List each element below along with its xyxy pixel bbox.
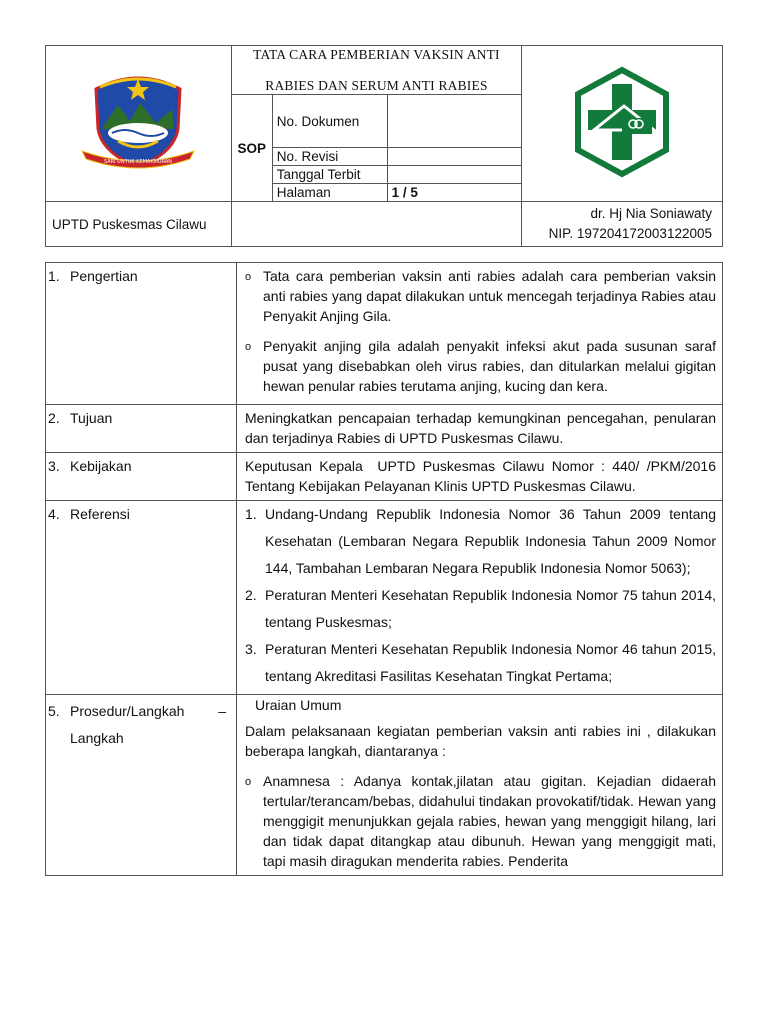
section-title: Pengertian xyxy=(70,268,138,284)
regency-emblem-cell xyxy=(46,46,232,202)
section-label xyxy=(46,453,237,501)
meta-value-tanggal-terbit xyxy=(387,166,522,184)
sop-body-table xyxy=(45,262,723,876)
reference-item xyxy=(245,636,716,690)
meta-label-halaman: Halaman xyxy=(272,184,387,202)
empty-middle-cell xyxy=(231,202,521,247)
meta-label-revisi: No. Revisi xyxy=(272,148,387,166)
section-number: 3. xyxy=(48,458,60,474)
bullet-text: Anamnesa : Adanya kontak,jilatan atau gigitan. Kejadian didaerah tertular/terancam/bebas, didahului tindakan provokatif/tidak. Hewan yang menggigit menunjukkan gejala rabies, hewan yang menggigit hilang, lari dan tidak dapat ditangkap atau dibunuh. Hewan yang menggigit mati, tapi masih diragukan menderita rabies. Penderita xyxy=(263,773,716,869)
bullet-item xyxy=(245,266,716,326)
reference-item xyxy=(245,582,716,636)
section-title: Tujuan xyxy=(70,410,113,426)
reference-number: 1. xyxy=(245,506,257,522)
section-content: Keputusan Kepala UPTD Puskesmas Cilawu Nomor : 440/ /PKM/2016 Tentang Kebijakan Pelayanan Klinis UPTD Puskesmas Cilawu. xyxy=(237,453,723,501)
section-content: Meningkatkan pencapaian terhadap kemungkinan pencegahan, penularan dan terjadinya Rabies di UPTD Puskesmas Cilawu. xyxy=(237,405,723,453)
section-label xyxy=(46,501,237,695)
section-number: 2. xyxy=(48,410,60,426)
bullet-text: Tata cara pemberian vaksin anti rabies adalah cara pemberian vaksin anti rabies yang dapat dilakukan untuk mencegah terjadinya Rabies atau Penyakit Anjing Gila. xyxy=(263,268,716,324)
bullet-text: Penyakit anjing gila adalah penyakit infeksi akut pada susunan saraf pusat yang disebabkan oleh virus rabies, dan ditularkan melalui gigitan hewan penular rabies terutama anjing, kucing dan kera. xyxy=(263,338,716,394)
signer-name: dr. Hj Nia Soniawaty xyxy=(590,206,712,221)
section-kebijakan xyxy=(46,453,723,501)
regency-emblem-icon xyxy=(78,67,198,177)
reference-number: 3. xyxy=(245,641,257,657)
bullet-marker-icon: o xyxy=(245,776,252,788)
section-content xyxy=(237,695,723,876)
meta-value-revisi xyxy=(387,148,522,166)
bullet-marker-icon: o xyxy=(245,271,252,283)
meta-value-halaman: 1 / 5 xyxy=(387,184,522,202)
section-title-dash: – xyxy=(218,703,226,719)
section-label xyxy=(46,405,237,453)
emblem-ribbon-text: SARI UNTUK KEMAKMURAN xyxy=(104,159,173,165)
meta-label-tanggal-terbit: Tanggal Terbit xyxy=(272,166,387,184)
document-title xyxy=(231,46,521,95)
reference-text: Peraturan Menteri Kesehatan Republik Indonesia Nomor 75 tahun 2014, tentang Puskesmas; xyxy=(265,587,716,630)
meta-label-dokumen: No. Dokumen xyxy=(272,95,387,148)
sop-label: SOP xyxy=(231,95,272,202)
section-number: 5. xyxy=(48,703,60,719)
signer-block xyxy=(522,202,723,247)
subheading: Uraian Umum xyxy=(255,697,342,713)
section-number: 1. xyxy=(48,268,60,284)
institution-name: UPTD Puskesmas Cilawu xyxy=(46,202,232,247)
title-line-1: TATA CARA PEMBERIAN VAKSIN ANTI xyxy=(253,47,500,62)
section-number: 4. xyxy=(48,506,60,522)
section-prosedur xyxy=(46,695,723,876)
puskesmas-logo-icon xyxy=(572,66,672,178)
bullet-item xyxy=(245,771,716,871)
reference-number: 2. xyxy=(245,587,257,603)
title-line-2: RABIES DAN SERUM ANTI RABIES xyxy=(265,78,488,93)
section-title-line-1: Prosedur/Langkah xyxy=(70,703,185,719)
signer-nip: NIP. 197204172003122005 xyxy=(548,226,712,241)
bullet-marker-icon: o xyxy=(245,341,252,353)
section-title-line-2: Langkah xyxy=(70,730,124,746)
sop-header-table xyxy=(45,45,723,247)
section-pengertian xyxy=(46,263,723,405)
section-content xyxy=(237,263,723,405)
section-title: Referensi xyxy=(70,506,130,522)
section-content xyxy=(237,501,723,695)
reference-text: Peraturan Menteri Kesehatan Republik Indonesia Nomor 46 tahun 2015, tentang Akreditasi Fasilitas Kesehatan Tingkat Pertama; xyxy=(265,641,716,684)
section-label xyxy=(46,263,237,405)
reference-text: Undang-Undang Republik Indonesia Nomor 36 Tahun 2009 tentang Kesehatan (Lembaran Negara Republik Indonesia Tahun 2009 Nomor 144, Tambahan Lembaran Negara Republik Indonesia Nomor 5063); xyxy=(265,506,716,576)
section-label xyxy=(46,695,237,876)
meta-value-dokumen xyxy=(387,95,522,148)
intro-text: Dalam pelaksanaan kegiatan pemberian vaksin anti rabies ini , dilakukan beberapa langkah, diantaranya : xyxy=(245,723,716,759)
puskesmas-logo-cell xyxy=(522,46,723,202)
bullet-item xyxy=(245,336,716,396)
reference-item xyxy=(245,501,716,582)
section-referensi xyxy=(46,501,723,695)
section-title: Kebijakan xyxy=(70,458,132,474)
section-tujuan xyxy=(46,405,723,453)
